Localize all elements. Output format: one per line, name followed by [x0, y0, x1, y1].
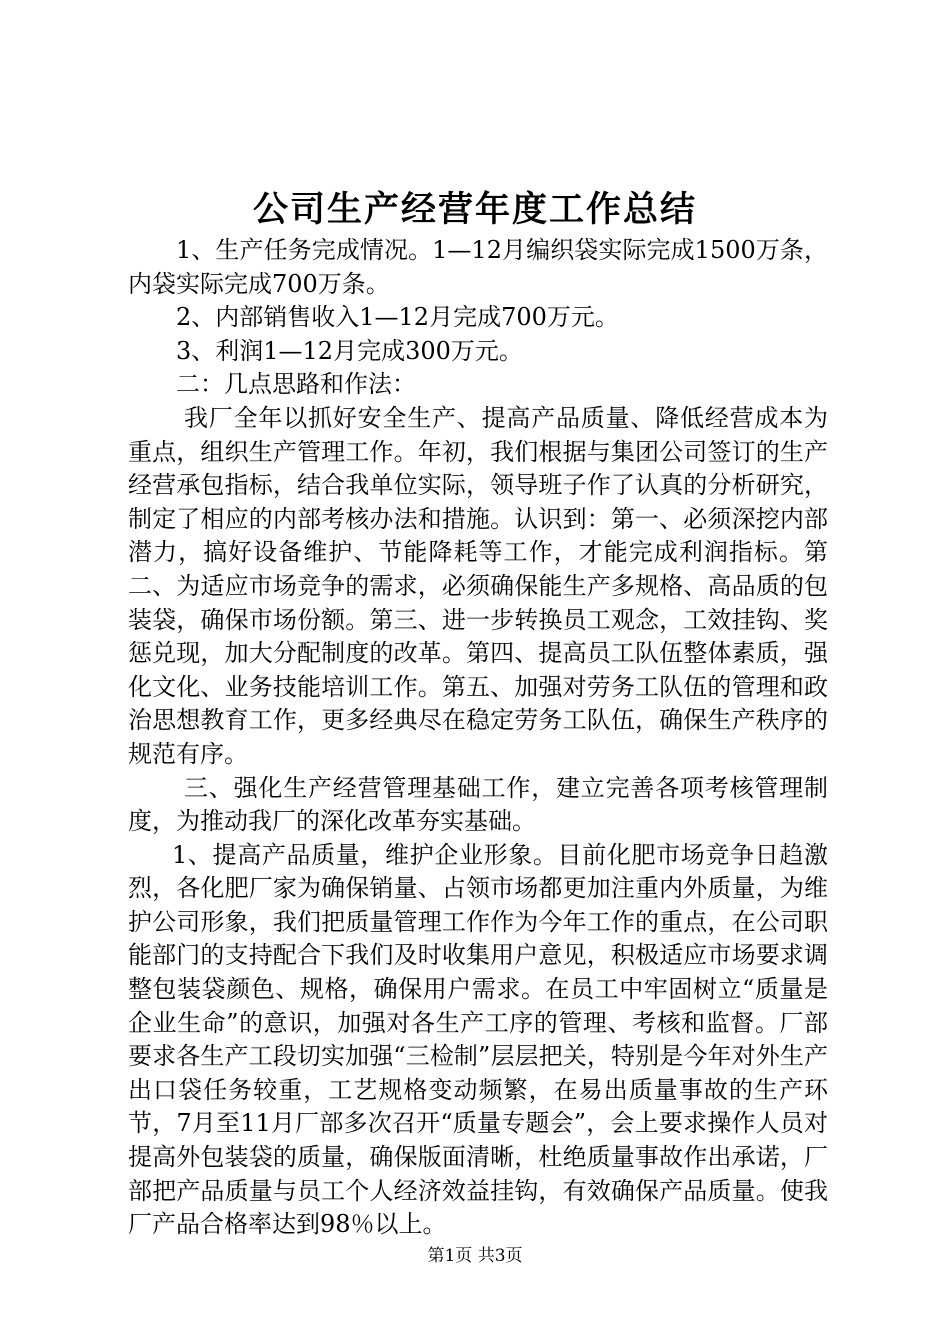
paragraph-management-foundation: 三、强化生产经营管理基础工作，建立完善各项考核管理制度，为推动我厂的深化改革夯实基础。	[128, 773, 828, 836]
section-heading-approach: 二：几点思路和作法：	[176, 370, 416, 399]
paragraph-production-tasks: 1、生产任务完成情况。1—12月编织袋实际完成1500万条，内袋实际完成700万条。	[128, 236, 828, 298]
paragraph-approach: 我厂全年以抓好安全生产、提高产品质量、降低经营成本为重点，组织生产管理工作。年初，我们根据与集团公司签订的生产经营承包指标，结合我单位实际，领导班子作了认真的分析研究，制定了相应的内部考核办法和措施。认识到：第一、必须深挖内部潜力，搞好设备维护、节能降耗等工作，才能完成利润指标。第二、为适应市场竞争的需求，必须确保能生产多规格、高品质的包装袋，确保市场份额。第三、进一步转换员工观念，工效挂钩、奖惩兑现，加大分配制度的改革。第四、提高员工队伍整体素质，强化文化、业务技能培训工作。第五、加强对劳务工队伍的管理和政治思想教育工作，更多经典尽在稳定劳务工队伍，确保生产秩序的规范有序。	[128, 403, 828, 768]
paragraph-sales-revenue: 2、内部销售收入1—12月完成700万元。	[176, 303, 619, 332]
document-title: 公司生产经营年度工作总结	[252, 189, 697, 230]
paragraph-profit: 3、利润1—12月完成300万元。	[176, 336, 523, 365]
document-body	[128, 234, 828, 1242]
paragraph-product-quality: 1、提高产品质量，维护企业形象。目前化肥市场竞争日趋激烈，各化肥厂家为确保销量、占领市场都更加注重内外质量，为维护公司形象，我们把质量管理工作作为今年工作的重点，在公司职能部门的支持配合下我们及时收集用户意见，积极适应市场要求调整包装袋颜色、规格，确保用户需求。在员工中牢固树立“质量是企业生命”的意识，加强对各生产工序的管理、考核和监督。厂部要求各生产工段切实加强“三检制”层层把关，特别是今年对外生产出口袋任务较重，工艺规格变动频繁，在易出质量事故的生产环节，7月至11月厂部多次召开“质量专题会”，会上要求操作人员对提高外包装袋的质量，确保版面清晰，杜绝质量事故作出承诺，厂部把产品质量与员工个人经济效益挂钩，有效确保产品质量。使我厂产品合格率达到98％以上。	[128, 840, 828, 1239]
page-number-footer: 第1页 共3页	[427, 1246, 523, 1266]
